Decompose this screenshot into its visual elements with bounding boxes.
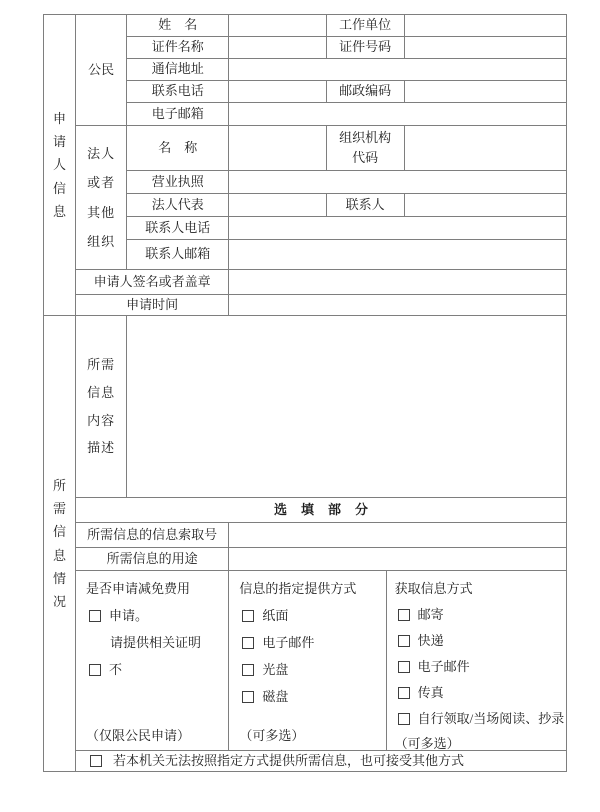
applicant-section-label-text: 申请人信息 xyxy=(53,111,67,219)
obtain-method-footnote: （可多选） xyxy=(394,736,460,751)
application-form-table xyxy=(43,14,567,772)
delivery-method-title: 信息的指定提供方式 xyxy=(239,581,357,596)
phone-label: 联系电话 xyxy=(127,81,229,103)
fee-waiver-footnote: （仅限公民申请） xyxy=(86,728,191,743)
fee-waiver-title: 是否申请减免费用 xyxy=(86,581,191,596)
obtain-option-mail-label: 邮寄 xyxy=(417,607,444,622)
obtain-option-email-label: 电子邮件 xyxy=(417,659,470,674)
postal-code-value-cell[interactable] xyxy=(404,81,566,103)
name-label: 姓 名 xyxy=(127,15,229,37)
contact-phone-value-cell[interactable] xyxy=(229,217,567,240)
address-label: 通信地址 xyxy=(127,59,229,81)
checkbox-icon[interactable] xyxy=(398,713,410,725)
org-code-label-line2: 代码 xyxy=(352,150,379,165)
org-code-label xyxy=(326,126,404,171)
checkbox-icon[interactable] xyxy=(90,755,102,767)
checkbox-icon[interactable] xyxy=(242,664,254,676)
obtain-option-self-pickup-label: 自行领取/当场阅读、抄录 xyxy=(417,711,565,726)
obtain-option-fax[interactable] xyxy=(395,680,564,706)
org-code-value-cell[interactable] xyxy=(404,126,566,171)
optional-part-header: 选填部分 xyxy=(76,498,567,523)
citizen-group-label-text: 公民 xyxy=(88,61,115,77)
checkbox-icon[interactable] xyxy=(89,664,101,676)
fallback-note-cell xyxy=(76,751,567,772)
business-license-value-cell[interactable] xyxy=(229,171,567,194)
org-code-label-line1: 组织机构 xyxy=(339,129,392,145)
purpose-value-cell[interactable] xyxy=(229,548,567,571)
required-info-section-label-text: 所需信息情况 xyxy=(53,478,67,609)
obtain-option-mail[interactable] xyxy=(395,602,564,628)
delivery-option-cd-label: 光盘 xyxy=(262,662,289,677)
id-number-value-cell[interactable] xyxy=(404,37,566,59)
obtain-option-email[interactable] xyxy=(395,654,564,680)
description-value-cell[interactable] xyxy=(127,316,567,498)
legal-representative-label: 法人代表 xyxy=(127,194,229,217)
phone-value-cell[interactable] xyxy=(229,81,326,103)
id-number-label: 证件号码 xyxy=(326,37,404,59)
checkbox-icon[interactable] xyxy=(398,609,410,621)
description-label xyxy=(76,316,127,498)
fee-option-apply[interactable] xyxy=(86,602,226,629)
index-number-label: 所需信息的信息索取号 xyxy=(76,523,229,548)
delivery-option-disk[interactable] xyxy=(239,683,383,710)
index-number-value-cell[interactable] xyxy=(229,523,567,548)
fee-option-no[interactable] xyxy=(86,656,226,683)
fee-option-apply-label: 申请。 xyxy=(109,608,149,623)
fallback-note-option[interactable] xyxy=(88,751,566,771)
delivery-method-cell xyxy=(229,571,386,751)
work-unit-value-cell[interactable] xyxy=(404,15,566,37)
org-name-value-cell[interactable] xyxy=(229,126,326,171)
postal-code-label: 邮政编码 xyxy=(326,81,404,103)
address-value-cell[interactable] xyxy=(229,59,567,81)
citizen-group-label xyxy=(76,15,127,126)
contact-email-value-cell[interactable] xyxy=(229,240,567,270)
email-label: 电子邮箱 xyxy=(127,103,229,126)
obtain-option-express[interactable] xyxy=(395,628,564,654)
delivery-option-paper-label: 纸面 xyxy=(262,608,289,623)
apply-time-value-cell[interactable] xyxy=(229,295,567,316)
checkbox-icon[interactable] xyxy=(398,635,410,647)
required-info-section-label xyxy=(44,316,76,772)
checkbox-icon[interactable] xyxy=(242,610,254,622)
legal-group-label xyxy=(76,126,127,270)
legal-group-label-text: 法人或者其他组织 xyxy=(87,146,116,249)
email-value-cell[interactable] xyxy=(229,103,567,126)
checkbox-icon[interactable] xyxy=(89,610,101,622)
name-value-cell[interactable] xyxy=(229,15,326,37)
fallback-note-label: 若本机关无法按照指定方式提供所需信息，也可接受其他方式 xyxy=(113,752,465,768)
checkbox-icon[interactable] xyxy=(398,661,410,673)
delivery-option-paper[interactable] xyxy=(239,602,383,629)
signature-label: 申请人签名或者盖章 xyxy=(76,270,229,295)
legal-representative-value-cell[interactable] xyxy=(229,194,326,217)
purpose-label: 所需信息的用途 xyxy=(76,548,229,571)
obtain-option-fax-label: 传真 xyxy=(417,685,444,700)
contact-phone-label: 联系人电话 xyxy=(127,217,229,240)
contact-email-label: 联系人邮箱 xyxy=(127,240,229,270)
delivery-option-disk-label: 磁盘 xyxy=(262,689,289,704)
delivery-option-email-label: 电子邮件 xyxy=(262,635,315,650)
fee-waiver-cell xyxy=(76,571,229,751)
obtain-method-title: 获取信息方式 xyxy=(394,581,473,596)
contact-person-label: 联系人 xyxy=(326,194,404,217)
fee-option-no-label: 不 xyxy=(109,662,123,677)
id-type-label: 证件名称 xyxy=(127,37,229,59)
obtain-option-self-pickup[interactable] xyxy=(395,706,564,732)
obtain-method-cell xyxy=(386,571,566,751)
applicant-section-label xyxy=(44,15,76,316)
fee-option-apply-note: 请提供相关证明 xyxy=(110,635,202,650)
org-name-label: 名 称 xyxy=(127,126,229,171)
delivery-method-footnote: （可多选） xyxy=(239,728,305,743)
delivery-option-email[interactable] xyxy=(239,629,383,656)
id-type-value-cell[interactable] xyxy=(229,37,326,59)
description-label-text: 所需信息内容描述 xyxy=(87,356,116,456)
checkbox-icon[interactable] xyxy=(242,637,254,649)
apply-time-label: 申请时间 xyxy=(76,295,229,316)
obtain-option-express-label: 快递 xyxy=(417,633,444,648)
contact-person-value-cell[interactable] xyxy=(404,194,566,217)
work-unit-label: 工作单位 xyxy=(326,15,404,37)
signature-value-cell[interactable] xyxy=(229,270,567,295)
delivery-option-cd[interactable] xyxy=(239,656,383,683)
checkbox-icon[interactable] xyxy=(398,687,410,699)
business-license-label: 营业执照 xyxy=(127,171,229,194)
checkbox-icon[interactable] xyxy=(242,691,254,703)
